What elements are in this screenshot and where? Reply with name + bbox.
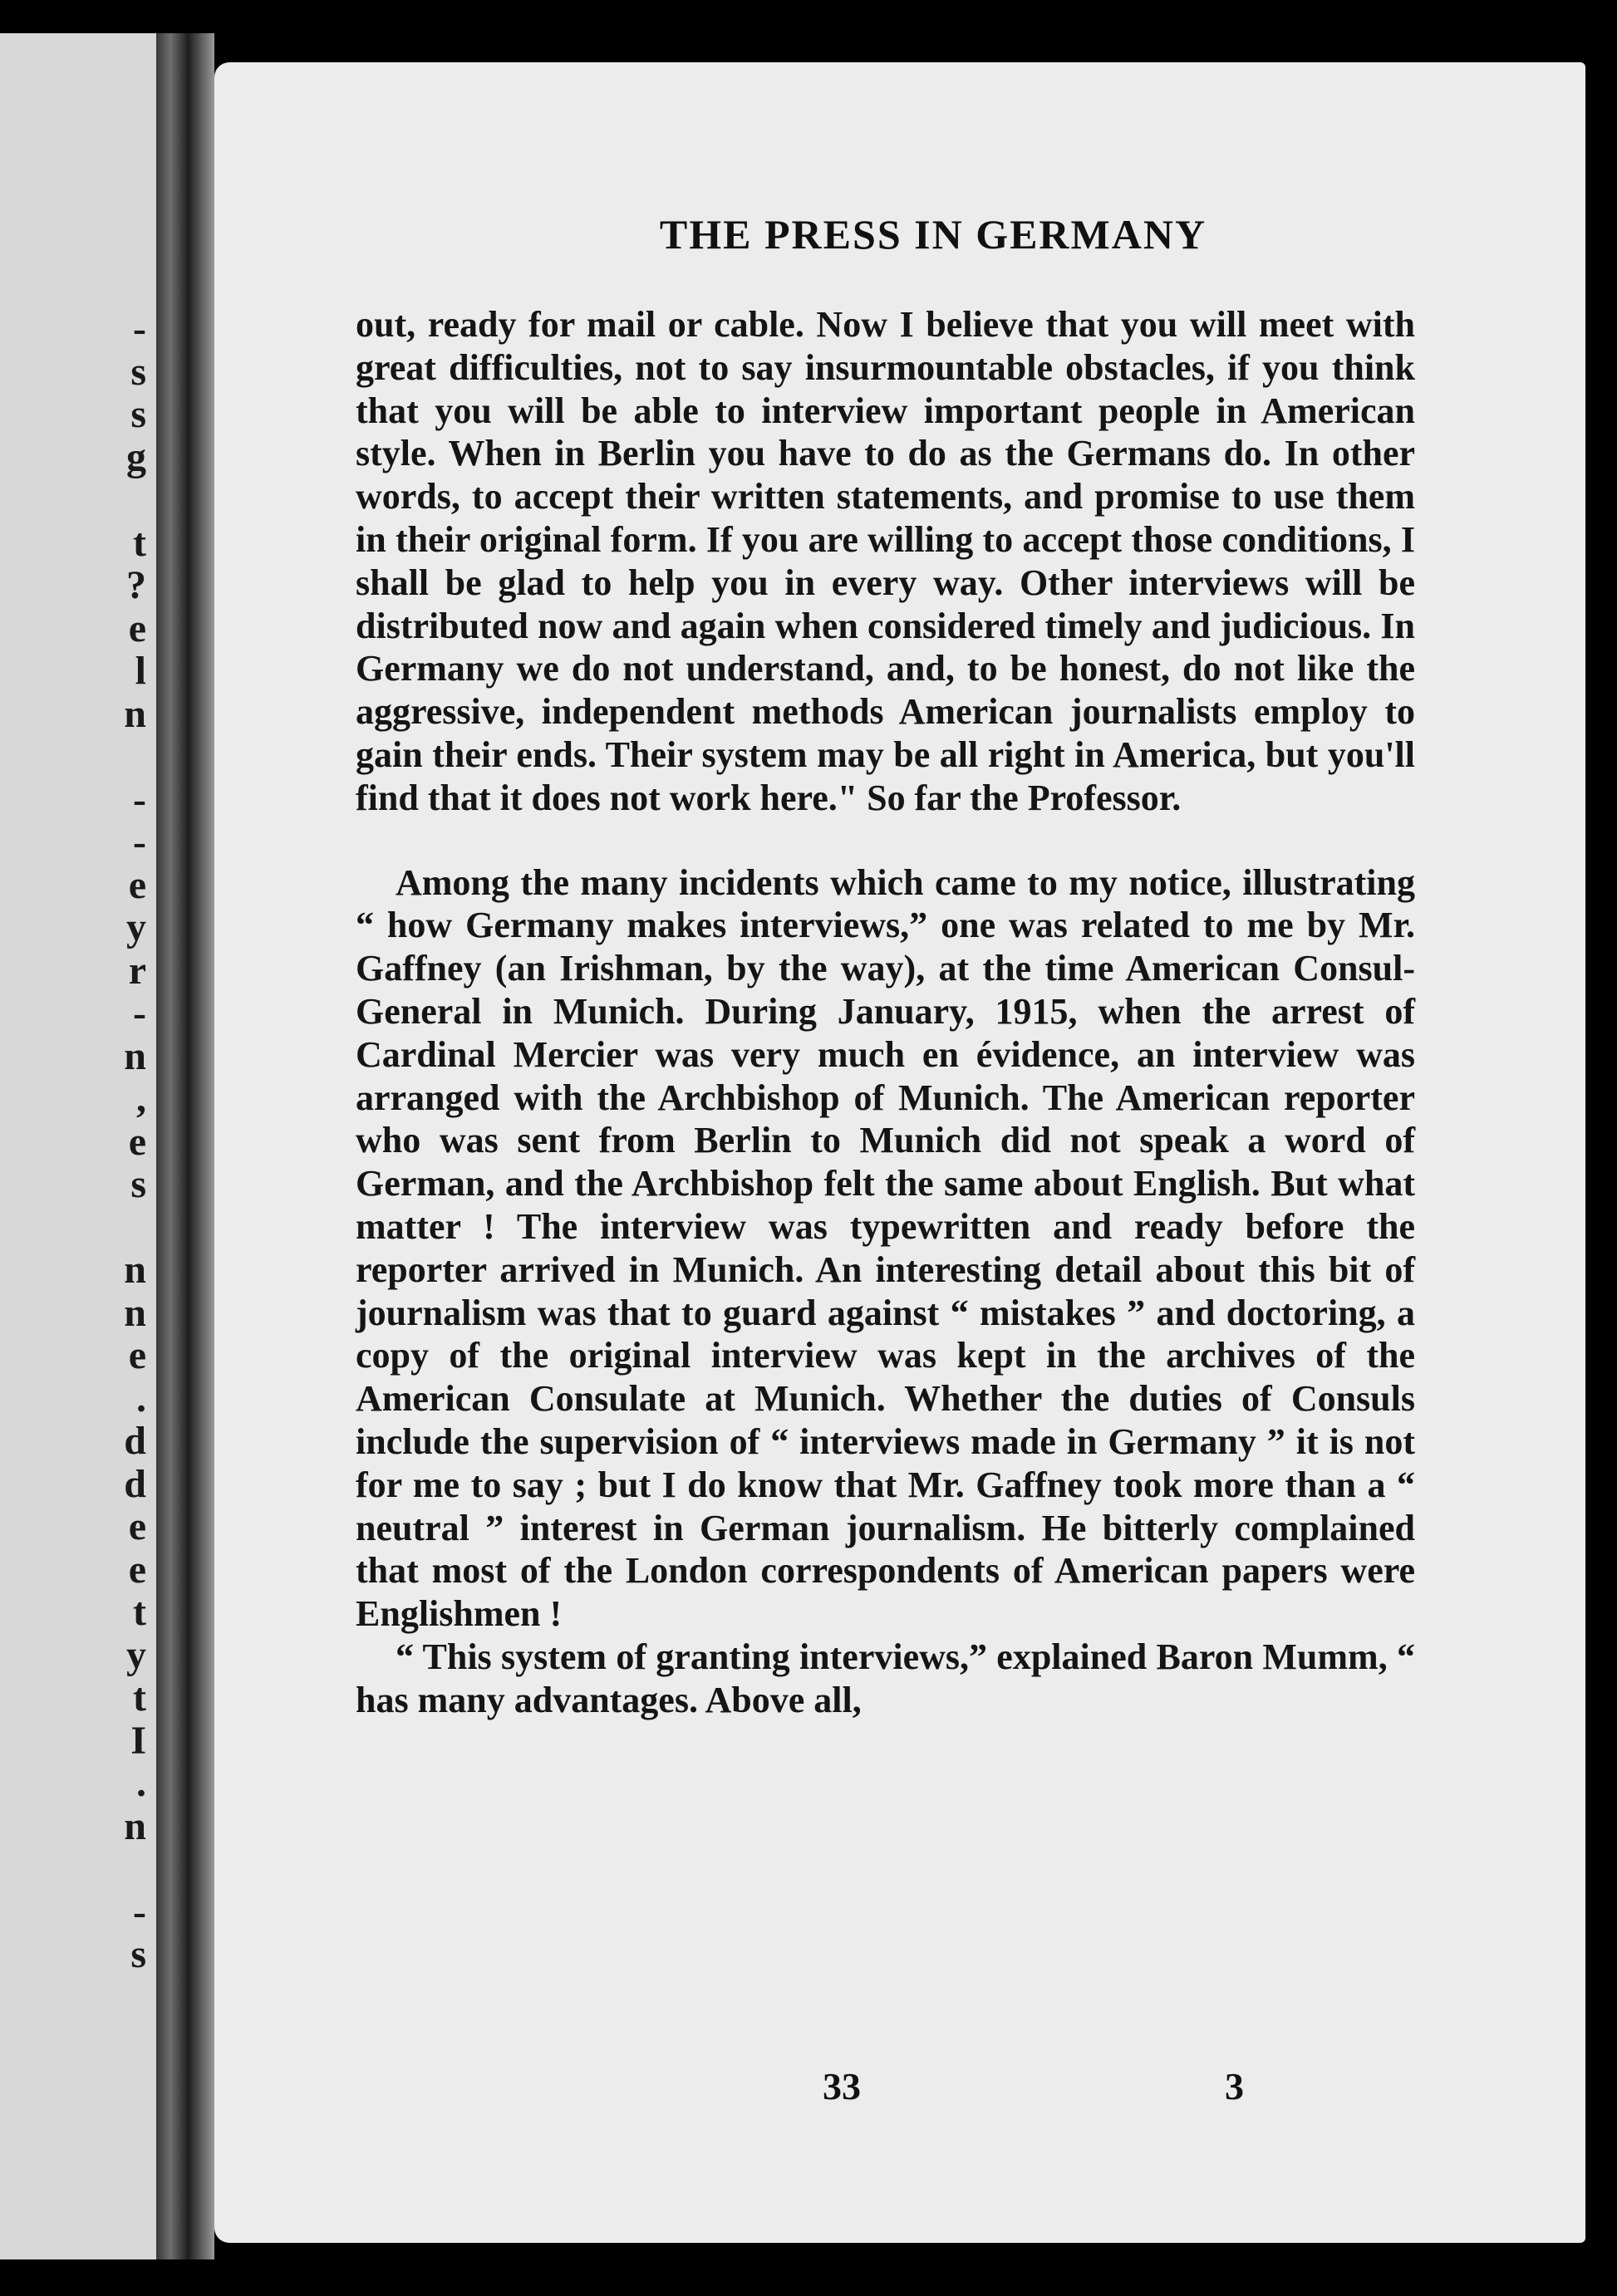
signature-mark: 3 xyxy=(1225,2065,1244,2107)
margin-fragment: e xyxy=(128,606,146,650)
margin-fragment: n xyxy=(124,1803,146,1848)
margin-fragment xyxy=(113,1847,146,1891)
previous-page-edge xyxy=(0,33,156,2259)
margin-fragment: ? xyxy=(126,563,146,607)
margin-fragment: r xyxy=(128,948,146,993)
margin-fragment: d xyxy=(124,1419,146,1463)
page-number: 33 xyxy=(823,2065,861,2107)
body-text xyxy=(356,303,1415,1722)
margin-fragment: e xyxy=(128,1333,146,1377)
margin-fragment: l xyxy=(135,649,146,693)
margin-fragment: . xyxy=(136,1376,146,1420)
margin-fragment: , xyxy=(136,1077,146,1121)
margin-fragment: s xyxy=(130,1162,146,1206)
paragraph: Among the many incidents which came to my notice, illustrating “ how Germany makes interviews,” one was related to me by Mr. Gaffney (an Irishman, by the way), at the time American Consul-General in Munich. During January, 1915, when the arrest of Cardinal Mercier was very much en évidence, an interview was arranged with the Archbishop of Munich. The American reporter who was sent from Berlin to Munich did not speak a word of German, and the Archbishop felt the same about English. But what matter ! The interview was typewritten and ready before the reporter arrived in Munich. An interesting detail about this bit of journalism was that to guard against “ mistakes ” and doctoring, a copy of the original interview was kept in the archives of the American Consulate at Munich. Whether the duties of Consuls include the supervision of “ interviews made in Germany ” it is not for me to say ; but I do know that Mr. Gaffney took more than a “ neutral ” interest in German journalism. He bitterly complained that most of the London correspondents of American papers were Englishmen ! xyxy=(356,861,1415,1635)
margin-fragment: d xyxy=(124,1461,146,1506)
margin-fragment: - xyxy=(133,777,146,822)
book-binding-gutter xyxy=(156,33,214,2259)
margin-fragment: e xyxy=(128,1119,146,1164)
margin-fragment: y xyxy=(126,1632,146,1677)
paragraph-continued: out, ready for mail or cable. Now I believe that you will meet with great difficulties, not to say insurmountable obstacles, if you think that you will be able to interview important people in American style. When in Berlin you have to do as the Germans do. In other words, to accept their written statements, and promise to use them in their original form. If you are willing to accept those conditions, I shall be glad to help you in every way. Other interviews will be distributed now and again when considered timely and judicious. In Germany we do not understand, and, to be honest, do not like the aggressive, independent methods American journalists employ to gain their ends. Their system may be all right in America, but you'll find that it does not work here." So far the Professor. xyxy=(356,304,1415,818)
margin-fragment: e xyxy=(128,862,146,907)
margin-fragment: s xyxy=(130,392,146,436)
previous-page-margin-fragments xyxy=(113,307,146,1976)
margin-fragment: e xyxy=(128,1504,146,1548)
margin-fragment: y xyxy=(126,905,146,949)
margin-fragment: e xyxy=(128,1547,146,1592)
margin-fragment: n xyxy=(124,1290,146,1335)
margin-fragment: t xyxy=(133,1590,146,1634)
margin-fragment xyxy=(113,735,146,778)
margin-fragment: s xyxy=(130,1932,146,1976)
margin-fragment: n xyxy=(124,1248,146,1292)
margin-fragment: - xyxy=(133,820,146,864)
paragraph: “ This system of granting interviews,” explained Baron Mumm, “ has many advantages. Above all, xyxy=(356,1636,1415,1720)
margin-fragment: n xyxy=(124,1033,146,1078)
book-page xyxy=(214,62,1585,2243)
running-head: THE PRESS IN GERMANY xyxy=(659,211,1207,258)
margin-fragment: I xyxy=(130,1718,146,1763)
margin-fragment: t xyxy=(133,1675,146,1720)
margin-fragment: - xyxy=(133,991,146,1035)
margin-fragment: g xyxy=(126,434,146,479)
margin-fragment: s xyxy=(130,349,146,394)
margin-fragment xyxy=(113,478,146,522)
margin-fragment: - xyxy=(133,307,146,351)
margin-fragment xyxy=(113,1206,146,1249)
margin-fragment: - xyxy=(133,1889,146,1934)
margin-fragment: t xyxy=(133,520,146,565)
margin-fragment: . xyxy=(136,1761,146,1805)
margin-fragment: n xyxy=(124,691,146,736)
